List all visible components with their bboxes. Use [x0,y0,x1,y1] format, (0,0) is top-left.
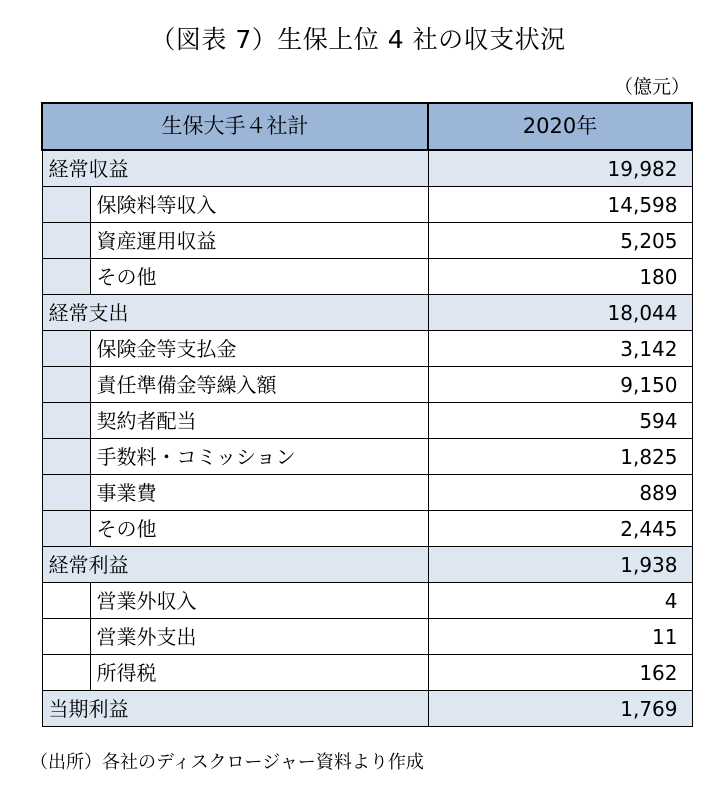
table-row [42,583,692,619]
indent-cell [42,259,90,295]
indent-cell [42,223,90,259]
row-label-other-income: その他 [90,259,428,295]
row-value-ordinary-expense: 18,044 [428,295,692,331]
indent-cell [42,619,90,655]
row-value-benefits-paid: 3,142 [428,331,692,367]
header-label: 生保大手４社計 [42,103,428,150]
row-label-ordinary-income: 経常収益 [42,150,428,187]
row-value-ordinary-profit: 1,938 [428,547,692,583]
table-row [42,367,692,403]
table-row [42,655,692,691]
row-label-operating-expenses: 事業費 [90,475,428,511]
row-label-investment-income: 資産運用収益 [90,223,428,259]
indent-cell [42,475,90,511]
row-value-non-operating-income: 4 [428,583,692,619]
table-header-row [42,103,692,150]
row-label-benefits-paid: 保険金等支払金 [90,331,428,367]
income-expense-table [41,102,693,727]
table-row [42,223,692,259]
table-row [42,403,692,439]
row-value-reserve-provision: 9,150 [428,367,692,403]
row-label-other-expense: その他 [90,511,428,547]
row-value-ordinary-income: 19,982 [428,150,692,187]
indent-cell [42,367,90,403]
indent-cell [42,511,90,547]
indent-cell [42,583,90,619]
table-row [42,511,692,547]
row-label-premium-income: 保険料等収入 [90,187,428,223]
row-label-reserve-provision: 責任準備金等繰入額 [90,367,428,403]
indent-cell [42,655,90,691]
row-value-premium-income: 14,598 [428,187,692,223]
table-row [42,187,692,223]
row-label-non-operating-income: 営業外収入 [90,583,428,619]
table-row [42,691,692,727]
indent-cell [42,439,90,475]
row-value-investment-income: 5,205 [428,223,692,259]
source-note: （出所）各社のディスクロージャー資料より作成 [30,752,424,773]
row-label-ordinary-expense: 経常支出 [42,295,428,331]
row-label-policyholder-dividends: 契約者配当 [90,403,428,439]
row-value-fees-commissions: 1,825 [428,439,692,475]
chart-title: （図表 7）生保上位 4 社の収支状況 [150,25,566,54]
row-label-fees-commissions: 手数料・コミッション [90,439,428,475]
table-row [42,295,692,331]
row-label-income-tax: 所得税 [90,655,428,691]
table-row [42,475,692,511]
row-value-other-expense: 2,445 [428,511,692,547]
row-label-ordinary-profit: 経常利益 [42,547,428,583]
table-row [42,150,692,187]
table-row [42,547,692,583]
table-row [42,619,692,655]
row-value-income-tax: 162 [428,655,692,691]
table-row [42,331,692,367]
row-value-other-income: 180 [428,259,692,295]
row-value-net-profit: 1,769 [428,691,692,727]
unit-label: （億元） [613,76,690,98]
indent-cell [42,187,90,223]
row-label-net-profit: 当期利益 [42,691,428,727]
indent-cell [42,331,90,367]
header-year: 2020年 [428,103,692,150]
table-row [42,439,692,475]
row-value-operating-expenses: 889 [428,475,692,511]
row-value-non-operating-expense: 11 [428,619,692,655]
row-label-non-operating-expense: 営業外支出 [90,619,428,655]
row-value-policyholder-dividends: 594 [428,403,692,439]
table-row [42,259,692,295]
indent-cell [42,403,90,439]
